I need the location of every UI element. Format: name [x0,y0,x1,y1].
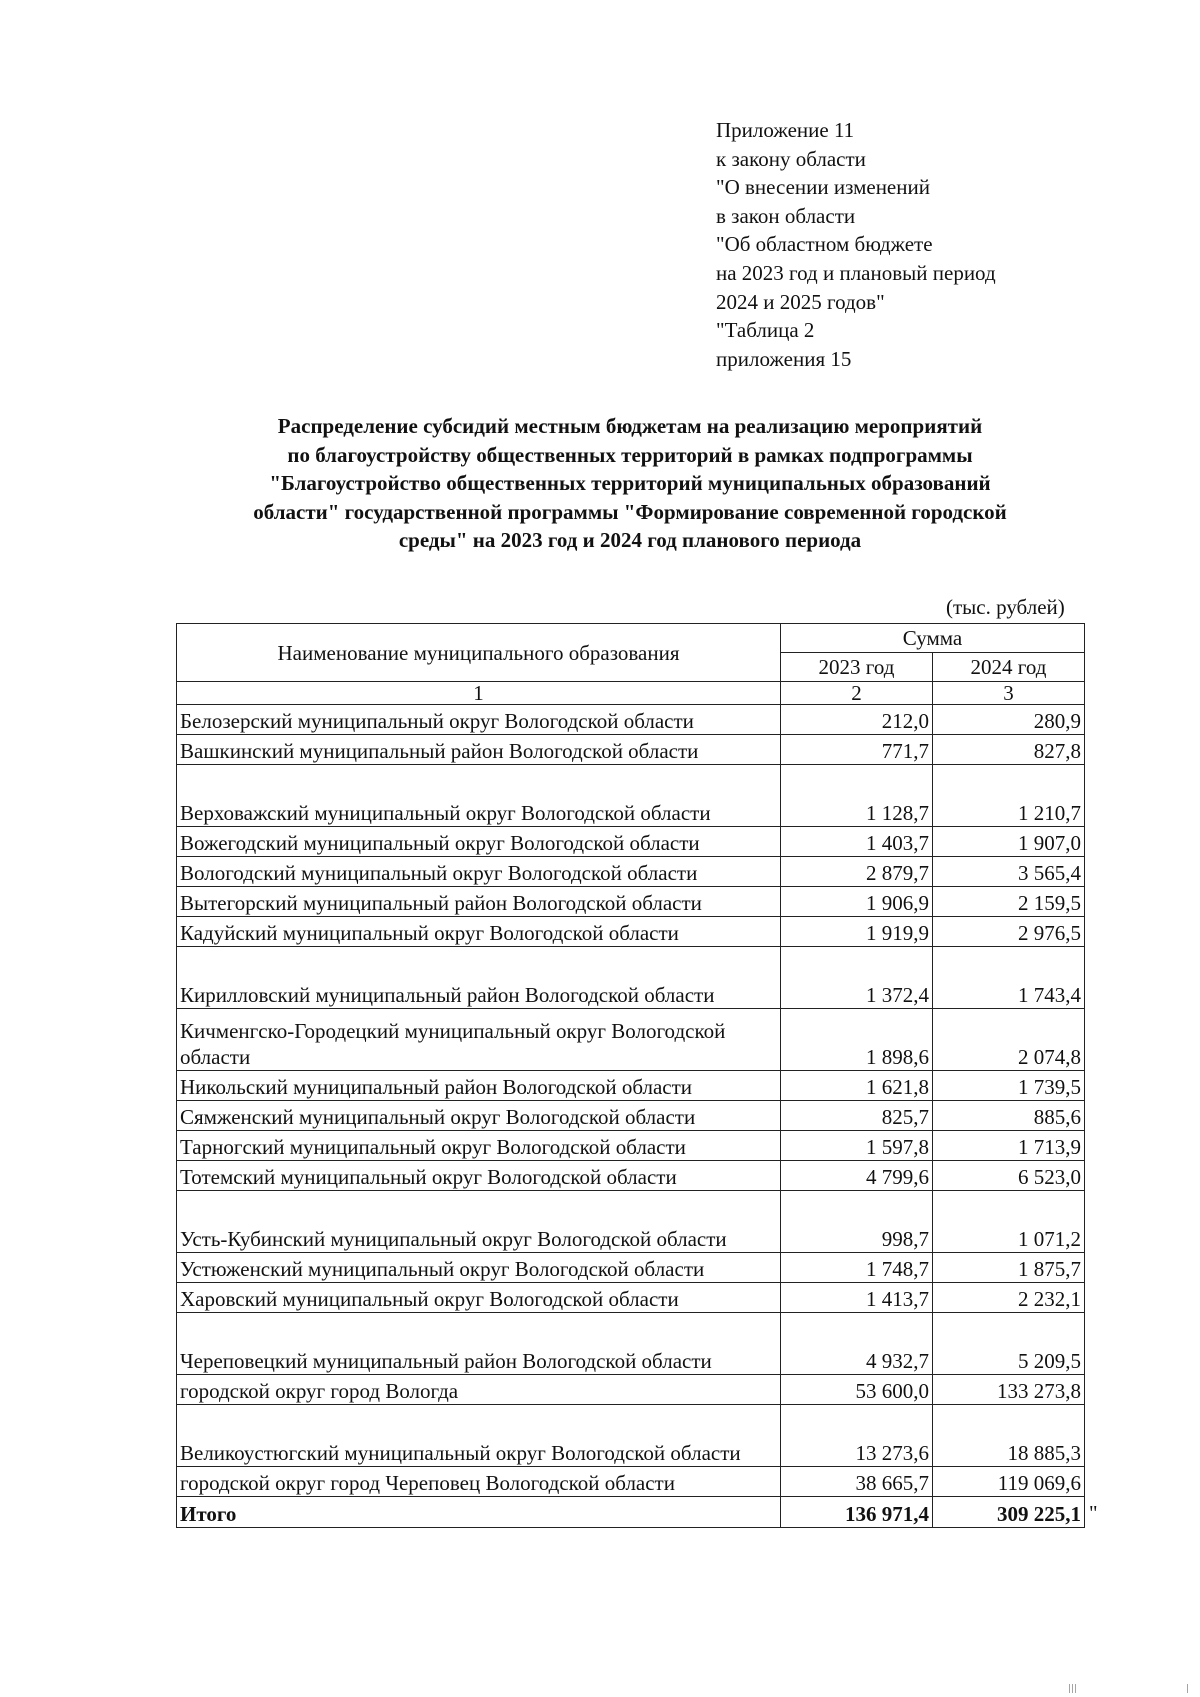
amount-2024: 2 159,5 [933,887,1085,917]
municipality-name: Никольский муниципальный район Вологодской области [177,1071,781,1101]
document-title [150,412,1110,555]
municipality-name: Кирилловский муниципальный район Вологодской области [177,947,781,1009]
municipality-name: городской округ город Вологда [177,1375,781,1405]
amount-2023: 1 906,9 [781,887,933,917]
title-line: Распределение субсидий местным бюджетам на реализацию мероприятий [277,414,983,438]
amount-2023: 771,7 [781,735,933,765]
appendix-block [716,116,1136,373]
amount-2024: 6 523,0 [933,1161,1085,1191]
amount-2023: 1 621,8 [781,1071,933,1101]
amount-2023: 4 799,6 [781,1161,933,1191]
header-sum: Сумма [781,624,1085,653]
table-row [177,857,1085,887]
table-row [177,765,1085,827]
appendix-line: "О внесении изменений [716,175,930,200]
table-row [177,1131,1085,1161]
appendix-line: Приложение 11 [716,118,855,142]
table-row [177,735,1085,765]
table-row [177,887,1085,917]
amount-2023: 1 597,8 [781,1131,933,1161]
total-2024: 309 225,1 [933,1497,1085,1528]
scan-mark: | [1186,1684,1190,1694]
amount-2023: 1 403,7 [781,827,933,857]
amount-2023: 1 372,4 [781,947,933,1009]
title-line: области" государственной программы "Формирование современной городской [253,499,1007,524]
amount-2024: 280,9 [933,705,1085,735]
amount-2024: 1 743,4 [933,947,1085,1009]
municipality-name: Тарногский муниципальный округ Вологодской области [177,1131,781,1161]
total-label: Итого [177,1497,781,1528]
appendix-line: к закону области [716,146,866,171]
municipality-name: Тотемский муниципальный округ Вологодской области [177,1161,781,1191]
appendix-line: 2024 и 2025 годов" [716,289,885,314]
municipality-name: Вологодский муниципальный округ Вологодской области [177,857,781,887]
units-label: (тыс. рублей) [946,595,1065,619]
closing-quote: " [1089,1501,1098,1525]
appendix-line: "Таблица 2 [716,318,815,343]
amount-2024: 827,8 [933,735,1085,765]
amount-2024: 1 071,2 [933,1191,1085,1253]
amount-2023: 2 879,7 [781,857,933,887]
table-row [177,705,1085,735]
amount-2023: 998,7 [781,1191,933,1253]
table-row [177,1101,1085,1131]
amount-2024: 1 210,7 [933,765,1085,827]
amount-2024: 3 565,4 [933,857,1085,887]
appendix-line: "Об областном бюджете [716,232,933,257]
municipality-name: Кичменгско-Городецкий муниципальный округ Вологодской области [177,1009,781,1071]
municipality-name: Вожегодский муниципальный округ Вологодской области [177,827,781,857]
municipality-name: Великоустюгский муниципальный округ Вологодской области [177,1405,781,1467]
appendix-line: в закон области [716,203,856,228]
municipality-name: Верховажский муниципальный округ Вологодской области [177,765,781,827]
amount-2023: 13 273,6 [781,1405,933,1467]
amount-2024: 1 907,0 [933,827,1085,857]
municipality-name: Усть-Кубинский муниципальный округ Вологодской области [177,1191,781,1253]
header-2023: 2023 год [781,653,933,682]
amount-2024: 2 232,1 [933,1283,1085,1313]
appendix-line: приложения 15 [716,346,852,371]
amount-2024: 18 885,3 [933,1405,1085,1467]
amount-2023: 4 932,7 [781,1313,933,1375]
title-line: по благоустройству общественных территорий в рамках подпрограммы [287,442,973,467]
amount-2023: 1 413,7 [781,1283,933,1313]
title-line: "Благоустройство общественных территорий муниципальных образований [269,471,991,495]
amount-2023: 1 919,9 [781,917,933,947]
table-row [177,1191,1085,1253]
table-row [177,1071,1085,1101]
amount-2023: 1 128,7 [781,765,933,827]
table-row [177,1313,1085,1375]
amount-2024: 5 209,5 [933,1313,1085,1375]
header-name: Наименование муниципального образования [177,624,781,682]
table-row [177,947,1085,1009]
municipality-name: Вашкинский муниципальный район Вологодской области [177,735,781,765]
municipality-name: Устюженский муниципальный округ Вологодской области [177,1253,781,1283]
table-row [177,1375,1085,1405]
municipality-name: Белозерский муниципальный округ Вологодской области [177,705,781,735]
amount-2024: 1 713,9 [933,1131,1085,1161]
column-index: 3 [933,682,1085,705]
municipality-name: Харовский муниципальный округ Вологодской области [177,1283,781,1313]
municipality-name: Кадуйский муниципальный округ Вологодской области [177,917,781,947]
column-index: 1 [177,682,781,705]
amount-2023: 1 898,6 [781,1009,933,1071]
header-2024: 2024 год [933,653,1085,682]
table-row [177,1467,1085,1497]
amount-2024: 1 739,5 [933,1071,1085,1101]
total-row [177,1497,1085,1528]
municipality-name: Вытегорский муниципальный район Вологодской области [177,887,781,917]
subsidy-table [176,623,1085,1528]
municipality-name: городской округ город Череповец Вологодской области [177,1467,781,1497]
amount-2024: 1 875,7 [933,1253,1085,1283]
table-row [177,1161,1085,1191]
amount-2023: 1 748,7 [781,1253,933,1283]
table-row [177,1009,1085,1071]
municipality-name: Сямженский муниципальный округ Вологодской области [177,1101,781,1131]
amount-2024: 885,6 [933,1101,1085,1131]
amount-2023: 38 665,7 [781,1467,933,1497]
amount-2024: 2 074,8 [933,1009,1085,1071]
scan-mark: ||| [1068,1684,1078,1694]
amount-2023: 825,7 [781,1101,933,1131]
amount-2023: 53 600,0 [781,1375,933,1405]
table-row [177,1283,1085,1313]
table-row [177,917,1085,947]
amount-2024: 119 069,6 [933,1467,1085,1497]
title-line: среды" на 2023 год и 2024 год планового периода [398,528,862,552]
appendix-line: на 2023 год и плановый период [716,260,996,285]
table-row [177,1405,1085,1467]
municipality-name: Череповецкий муниципальный район Вологодской области [177,1313,781,1375]
amount-2024: 2 976,5 [933,917,1085,947]
amount-2024: 133 273,8 [933,1375,1085,1405]
table-row [177,1253,1085,1283]
column-index: 2 [781,682,933,705]
total-2023: 136 971,4 [781,1497,933,1528]
amount-2023: 212,0 [781,705,933,735]
table-row [177,827,1085,857]
